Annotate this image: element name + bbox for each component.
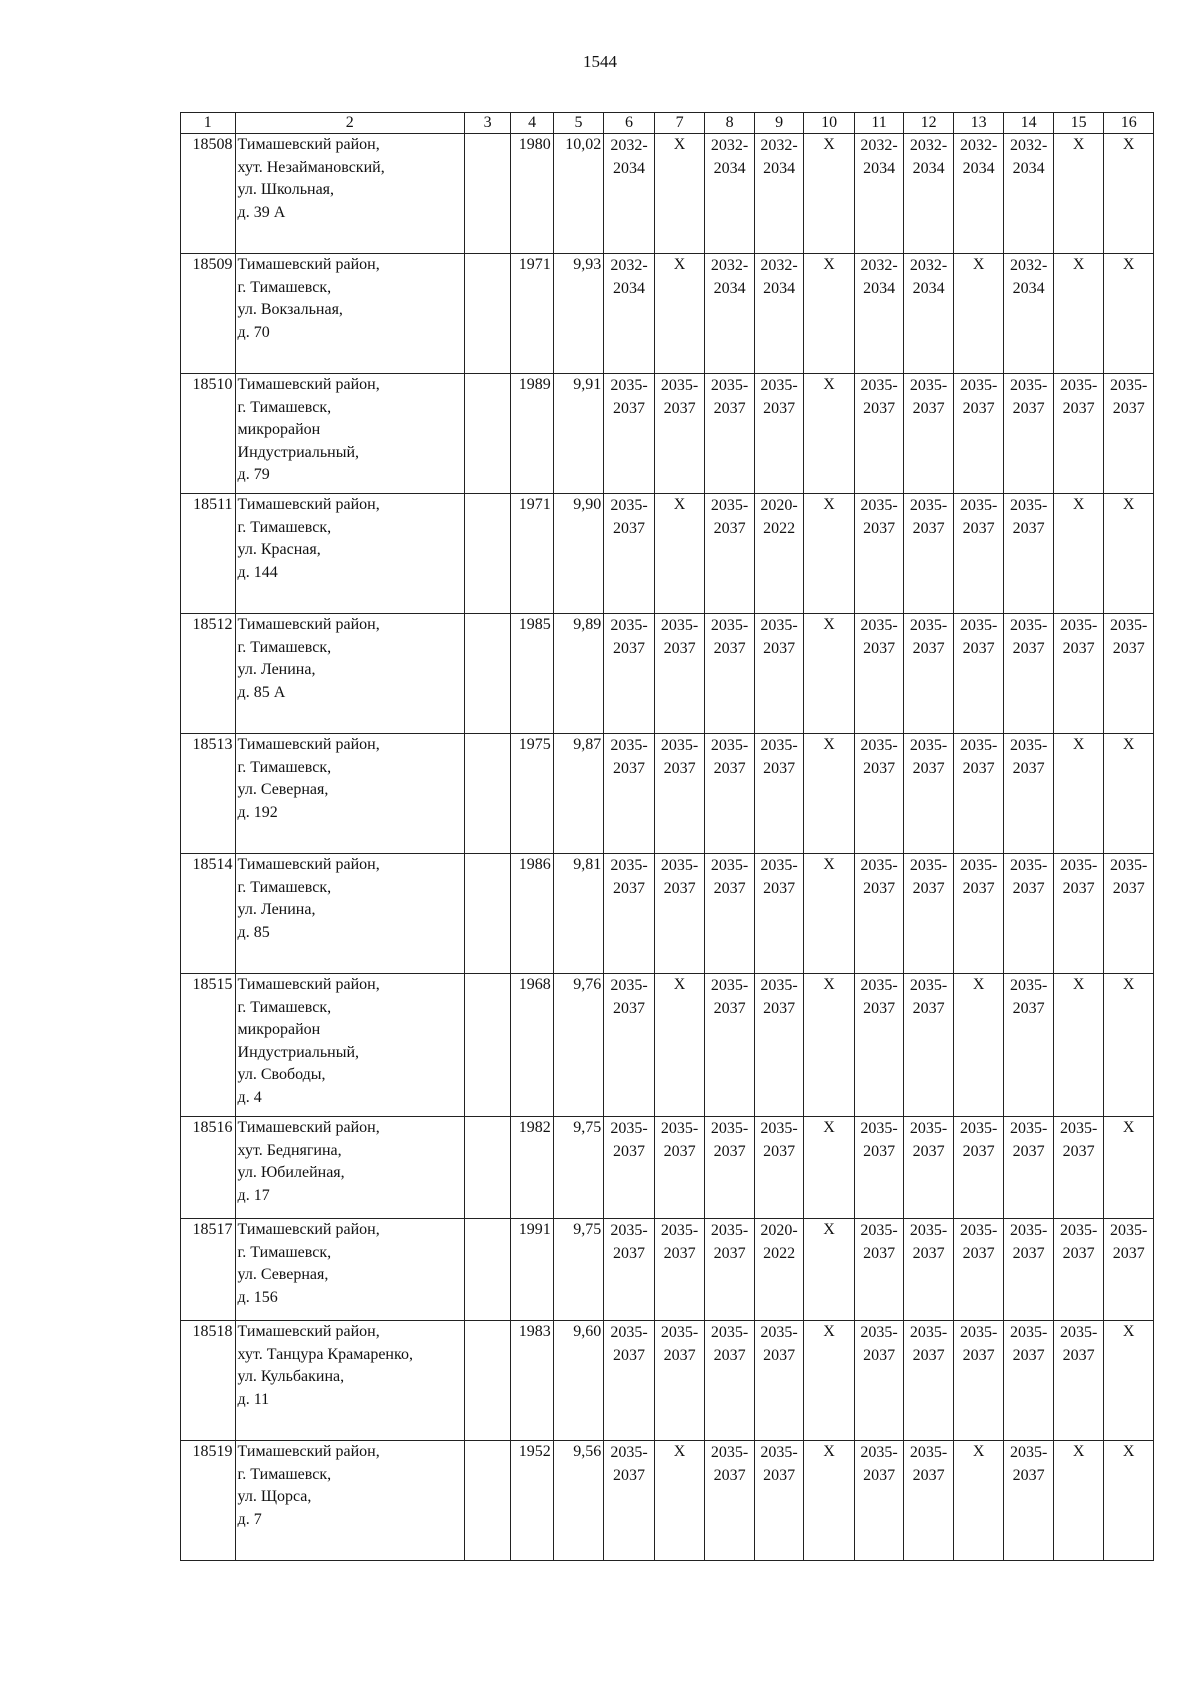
address-line: хут. Беднягина,	[237, 1141, 342, 1159]
column-3-cell	[464, 1441, 510, 1561]
year-cell: 1975	[511, 734, 553, 854]
period-cell: 2035- 2037	[1053, 614, 1104, 734]
address-cell	[235, 134, 464, 254]
period-cell: 2035- 2037	[604, 614, 655, 734]
column-number-header: 5	[553, 113, 604, 134]
column-number-header: 7	[654, 113, 705, 134]
address-line: д. 85 А	[237, 683, 286, 701]
column-3-cell	[464, 1219, 510, 1321]
column-number-header: 3	[464, 113, 510, 134]
table-body	[181, 134, 1154, 1561]
address-cell	[235, 734, 464, 854]
address-line: г. Тимашевск,	[237, 998, 332, 1016]
address-line: хут. Танцура Крамаренко,	[237, 1345, 413, 1363]
period-cell: 2035- 2037	[754, 1321, 804, 1441]
year-cell: 1971	[511, 494, 553, 614]
not-applicable-mark: X	[1053, 1441, 1104, 1561]
period-cell: 2035- 2037	[953, 1117, 1004, 1219]
record-number: 18515	[181, 974, 236, 1117]
value-cell: 9,89	[553, 614, 604, 734]
page-number: 1544	[583, 52, 617, 71]
not-applicable-mark: X	[1104, 134, 1154, 254]
period-cell: 2032- 2034	[604, 134, 655, 254]
not-applicable-mark: X	[804, 1321, 855, 1441]
period-cell: 2035- 2037	[705, 614, 755, 734]
value-cell: 9,75	[553, 1117, 604, 1219]
column-number-header: 14	[1004, 113, 1054, 134]
period-cell: 2035- 2037	[705, 734, 755, 854]
period-cell: 2035- 2037	[654, 614, 705, 734]
address-cell	[235, 614, 464, 734]
record-number: 18518	[181, 1321, 236, 1441]
address-line: Тимашевский район,	[237, 616, 380, 633]
period-cell: 2032- 2034	[1004, 254, 1054, 374]
column-number-header: 15	[1053, 113, 1104, 134]
table-row	[181, 1441, 1154, 1561]
address-line: д. 192	[237, 803, 278, 821]
address-line: ул. Ленина,	[237, 661, 316, 678]
not-applicable-mark: X	[654, 974, 705, 1117]
not-applicable-mark: X	[1104, 1321, 1154, 1441]
table-row	[181, 374, 1154, 494]
period-cell: 2035- 2037	[953, 854, 1004, 974]
value-cell: 9,87	[553, 734, 604, 854]
value-cell: 10,02	[553, 134, 604, 254]
address-line: Тимашевский район,	[237, 1323, 380, 1340]
period-cell: 2035- 2037	[854, 1117, 904, 1219]
not-applicable-mark: X	[953, 1441, 1004, 1561]
column-3-cell	[464, 1117, 510, 1219]
period-cell: 2035- 2037	[654, 1117, 705, 1219]
period-cell: 2032- 2034	[854, 254, 904, 374]
registry-table	[180, 112, 1154, 1561]
address-cell	[235, 1117, 464, 1219]
value-cell: 9,90	[553, 494, 604, 614]
year-cell: 1971	[511, 254, 553, 374]
address-line: Тимашевский район,	[237, 376, 380, 393]
not-applicable-mark: X	[804, 1117, 855, 1219]
column-3-cell	[464, 374, 510, 494]
period-cell: 2035- 2037	[904, 1117, 954, 1219]
period-cell: 2035- 2037	[953, 734, 1004, 854]
period-cell: 2035- 2037	[604, 1321, 655, 1441]
address-line: ул. Свободы,	[237, 1066, 326, 1083]
period-cell: 2035- 2037	[604, 974, 655, 1117]
period-cell: 2032- 2034	[754, 134, 804, 254]
not-applicable-mark: X	[804, 734, 855, 854]
value-cell: 9,60	[553, 1321, 604, 1441]
period-cell: 2035- 2037	[705, 494, 755, 614]
period-cell: 2035- 2037	[953, 1219, 1004, 1321]
record-number: 18509	[181, 254, 236, 374]
column-number-header: 12	[904, 113, 954, 134]
period-cell: 2035- 2037	[854, 374, 904, 494]
period-cell: 2035- 2037	[705, 1441, 755, 1561]
address-line: ул. Кульбакина,	[237, 1368, 345, 1385]
not-applicable-mark: X	[1053, 734, 1104, 854]
period-cell: 2035- 2037	[904, 1321, 954, 1441]
year-cell: 1982	[511, 1117, 553, 1219]
period-cell: 2035- 2037	[1053, 1219, 1104, 1321]
address-line: Индустриальный,	[237, 1043, 360, 1061]
not-applicable-mark: X	[1104, 974, 1154, 1117]
address-line: г. Тимашевск,	[237, 758, 332, 776]
address-line: Тимашевский район,	[237, 1221, 380, 1238]
period-cell: 2035- 2037	[1004, 854, 1054, 974]
period-cell: 2035- 2037	[654, 734, 705, 854]
table-row	[181, 734, 1154, 854]
address-line: ул. Северная,	[237, 1266, 329, 1283]
address-line: г. Тимашевск,	[237, 638, 332, 656]
address-line: г. Тимашевск,	[237, 278, 332, 296]
period-cell: 2035- 2037	[1004, 494, 1054, 614]
column-number-header: 8	[705, 113, 755, 134]
year-cell: 1986	[511, 854, 553, 974]
not-applicable-mark: X	[1053, 974, 1104, 1117]
record-number: 18514	[181, 854, 236, 974]
period-cell: 2035- 2037	[904, 734, 954, 854]
period-cell: 2035- 2037	[854, 734, 904, 854]
period-cell: 2032- 2034	[705, 254, 755, 374]
period-cell: 2035- 2037	[604, 734, 655, 854]
value-cell: 9,56	[553, 1441, 604, 1561]
record-number: 18519	[181, 1441, 236, 1561]
year-cell: 1991	[511, 1219, 553, 1321]
period-cell: 2035- 2037	[854, 1321, 904, 1441]
period-cell: 2035- 2037	[754, 374, 804, 494]
period-cell: 2035- 2037	[904, 974, 954, 1117]
record-number: 18517	[181, 1219, 236, 1321]
not-applicable-mark: X	[654, 134, 705, 254]
not-applicable-mark: X	[1053, 134, 1104, 254]
period-cell: 2035- 2037	[1004, 1321, 1054, 1441]
address-cell	[235, 1321, 464, 1441]
period-cell: 2035- 2037	[904, 854, 954, 974]
period-cell: 2035- 2037	[1104, 1219, 1154, 1321]
period-cell: 2035- 2037	[1104, 374, 1154, 494]
period-cell: 2035- 2037	[604, 494, 655, 614]
address-line: д. 11	[237, 1390, 270, 1408]
address-line: д. 70	[237, 323, 270, 341]
not-applicable-mark: X	[1104, 1441, 1154, 1561]
period-cell: 2035- 2037	[1004, 1219, 1054, 1321]
period-cell: 2035- 2037	[1004, 614, 1054, 734]
column-3-cell	[464, 254, 510, 374]
value-cell: 9,76	[553, 974, 604, 1117]
period-cell: 2032- 2034	[604, 254, 655, 374]
period-cell: 2035- 2037	[754, 614, 804, 734]
period-cell: 2035- 2037	[854, 974, 904, 1117]
period-cell: 2035- 2037	[953, 1321, 1004, 1441]
not-applicable-mark: X	[654, 254, 705, 374]
address-cell	[235, 1219, 464, 1321]
year-cell: 1980	[511, 134, 553, 254]
period-cell: 2035- 2037	[854, 494, 904, 614]
period-cell: 2035- 2037	[904, 374, 954, 494]
address-line: Тимашевский район,	[237, 856, 380, 873]
not-applicable-mark: X	[1053, 254, 1104, 374]
address-line: д. 39 А	[237, 203, 286, 221]
period-cell: 2035- 2037	[854, 1441, 904, 1561]
column-number-header: 13	[953, 113, 1004, 134]
period-cell: 2032- 2034	[705, 134, 755, 254]
period-cell: 2035- 2037	[854, 1219, 904, 1321]
period-cell: 2032- 2034	[953, 134, 1004, 254]
address-line: Тимашевский район,	[237, 256, 380, 273]
not-applicable-mark: X	[804, 134, 855, 254]
period-cell: 2035- 2037	[1104, 854, 1154, 974]
address-line: ул. Северная,	[237, 781, 329, 798]
address-line: Тимашевский район,	[237, 496, 380, 513]
not-applicable-mark: X	[804, 974, 855, 1117]
period-cell: 2035- 2037	[1004, 1117, 1054, 1219]
period-cell: 2035- 2037	[604, 1219, 655, 1321]
not-applicable-mark: X	[804, 374, 855, 494]
table-row	[181, 854, 1154, 974]
address-cell	[235, 854, 464, 974]
address-line: ул. Ленина,	[237, 901, 316, 918]
not-applicable-mark: X	[1104, 494, 1154, 614]
value-cell: 9,93	[553, 254, 604, 374]
table-row	[181, 614, 1154, 734]
address-line: д. 144	[237, 563, 278, 581]
period-cell: 2035- 2037	[654, 374, 705, 494]
period-cell: 2035- 2037	[705, 974, 755, 1117]
period-cell: 2032- 2034	[754, 254, 804, 374]
address-line: хут. Незаймановский,	[237, 158, 385, 176]
period-cell: 2035- 2037	[705, 374, 755, 494]
period-cell: 2035- 2037	[754, 1117, 804, 1219]
record-number: 18508	[181, 134, 236, 254]
column-3-cell	[464, 974, 510, 1117]
period-cell: 2035- 2037	[604, 374, 655, 494]
address-line: микрорайон	[237, 421, 321, 438]
table-row	[181, 1117, 1154, 1219]
column-3-cell	[464, 494, 510, 614]
address-line: д. 85	[237, 923, 270, 941]
not-applicable-mark: X	[804, 854, 855, 974]
period-cell: 2035- 2037	[1004, 974, 1054, 1117]
address-cell	[235, 1441, 464, 1561]
address-line: микрорайон	[237, 1021, 321, 1038]
column-number-header: 9	[754, 113, 804, 134]
period-cell: 2035- 2037	[1053, 374, 1104, 494]
address-cell	[235, 494, 464, 614]
column-number-header: 1	[181, 113, 236, 134]
period-cell: 2035- 2037	[904, 614, 954, 734]
not-applicable-mark: X	[804, 494, 855, 614]
period-cell: 2032- 2034	[1004, 134, 1054, 254]
value-cell: 9,81	[553, 854, 604, 974]
address-line: Тимашевский район,	[237, 976, 380, 993]
not-applicable-mark: X	[1104, 1117, 1154, 1219]
address-line: ул. Вокзальная,	[237, 301, 343, 318]
not-applicable-mark: X	[1053, 494, 1104, 614]
period-cell: 2035- 2037	[705, 1219, 755, 1321]
year-cell: 1968	[511, 974, 553, 1117]
column-3-cell	[464, 134, 510, 254]
address-line: г. Тимашевск,	[237, 518, 332, 536]
column-number-header: 6	[604, 113, 655, 134]
column-3-cell	[464, 734, 510, 854]
address-line: д. 17	[237, 1186, 270, 1204]
period-cell: 2035- 2037	[705, 1117, 755, 1219]
period-cell: 2035- 2037	[1104, 614, 1154, 734]
period-cell: 2020- 2022	[754, 494, 804, 614]
period-cell: 2035- 2037	[705, 854, 755, 974]
not-applicable-mark: X	[1104, 254, 1154, 374]
address-line: Тимашевский район,	[237, 136, 380, 153]
period-cell: 2035- 2037	[754, 854, 804, 974]
not-applicable-mark: X	[804, 614, 855, 734]
table-row	[181, 1321, 1154, 1441]
period-cell: 2035- 2037	[1004, 734, 1054, 854]
period-cell: 2035- 2037	[904, 1441, 954, 1561]
column-number-header: 16	[1104, 113, 1154, 134]
period-cell: 2035- 2037	[953, 494, 1004, 614]
record-number: 18511	[181, 494, 236, 614]
column-number-header: 11	[854, 113, 904, 134]
period-cell: 2035- 2037	[1053, 1321, 1104, 1441]
address-line: Индустриальный,	[237, 443, 360, 461]
not-applicable-mark: X	[804, 254, 855, 374]
period-cell: 2035- 2037	[1053, 854, 1104, 974]
table-row	[181, 134, 1154, 254]
address-line: Тимашевский район,	[237, 1443, 380, 1460]
period-cell: 2035- 2037	[1053, 1117, 1104, 1219]
period-cell: 2035- 2037	[705, 1321, 755, 1441]
address-line: ул. Красная,	[237, 541, 321, 558]
address-line: ул. Школьная,	[237, 181, 335, 198]
not-applicable-mark: X	[953, 974, 1004, 1117]
period-cell: 2035- 2037	[1004, 374, 1054, 494]
record-number: 18513	[181, 734, 236, 854]
table-row	[181, 494, 1154, 614]
address-cell	[235, 374, 464, 494]
period-cell: 2035- 2037	[654, 854, 705, 974]
period-cell: 2035- 2037	[953, 374, 1004, 494]
period-cell: 2032- 2034	[904, 254, 954, 374]
address-line: д. 7	[237, 1510, 262, 1528]
address-line: г. Тимашевск,	[237, 1243, 332, 1261]
column-number-row	[181, 113, 1154, 134]
column-number-header: 10	[804, 113, 855, 134]
period-cell: 2035- 2037	[604, 854, 655, 974]
address-line: г. Тимашевск,	[237, 1465, 332, 1483]
not-applicable-mark: X	[654, 494, 705, 614]
address-cell	[235, 974, 464, 1117]
year-cell: 1985	[511, 614, 553, 734]
column-number-header: 2	[235, 113, 464, 134]
address-line: г. Тимашевск,	[237, 878, 332, 896]
not-applicable-mark: X	[654, 1441, 705, 1561]
period-cell: 2035- 2037	[904, 1219, 954, 1321]
year-cell: 1989	[511, 374, 553, 494]
table-row	[181, 1219, 1154, 1321]
value-cell: 9,91	[553, 374, 604, 494]
period-cell: 2035- 2037	[604, 1441, 655, 1561]
period-cell: 2035- 2037	[654, 1321, 705, 1441]
period-cell: 2020- 2022	[754, 1219, 804, 1321]
value-cell: 9,75	[553, 1219, 604, 1321]
column-number-header: 4	[511, 113, 553, 134]
address-cell	[235, 254, 464, 374]
not-applicable-mark: X	[804, 1219, 855, 1321]
column-3-cell	[464, 614, 510, 734]
period-cell: 2035- 2037	[854, 614, 904, 734]
period-cell: 2035- 2037	[754, 734, 804, 854]
address-line: г. Тимашевск,	[237, 398, 332, 416]
period-cell: 2035- 2037	[654, 1219, 705, 1321]
not-applicable-mark: X	[804, 1441, 855, 1561]
address-line: Тимашевский район,	[237, 1119, 380, 1136]
period-cell: 2032- 2034	[904, 134, 954, 254]
period-cell: 2035- 2037	[754, 1441, 804, 1561]
period-cell: 2035- 2037	[1004, 1441, 1054, 1561]
column-3-cell	[464, 1321, 510, 1441]
year-cell: 1983	[511, 1321, 553, 1441]
address-line: д. 156	[237, 1288, 278, 1306]
table-row	[181, 974, 1154, 1117]
not-applicable-mark: X	[953, 254, 1004, 374]
period-cell: 2032- 2034	[854, 134, 904, 254]
column-3-cell	[464, 854, 510, 974]
record-number: 18512	[181, 614, 236, 734]
address-line: ул. Щорса,	[237, 1488, 312, 1505]
period-cell: 2035- 2037	[854, 854, 904, 974]
record-number: 18516	[181, 1117, 236, 1219]
period-cell: 2035- 2037	[604, 1117, 655, 1219]
address-line: д. 4	[237, 1088, 262, 1106]
address-line: ул. Юбилейная,	[237, 1164, 345, 1181]
address-line: Тимашевский район,	[237, 736, 380, 753]
year-cell: 1952	[511, 1441, 553, 1561]
table-row	[181, 254, 1154, 374]
period-cell: 2035- 2037	[904, 494, 954, 614]
address-line: д. 79	[237, 466, 270, 483]
period-cell: 2035- 2037	[953, 614, 1004, 734]
not-applicable-mark: X	[1104, 734, 1154, 854]
record-number: 18510	[181, 374, 236, 494]
period-cell: 2035- 2037	[754, 974, 804, 1117]
